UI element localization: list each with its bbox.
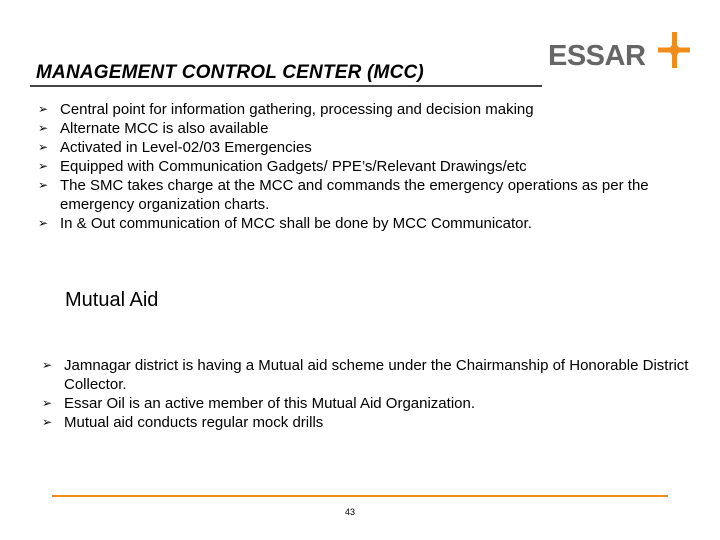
logo-text: ESSAR	[548, 40, 646, 72]
arrowhead-bullet-icon: ➢	[38, 121, 49, 135]
list-item-text: Mutual aid conducts regular mock drills	[64, 414, 324, 431]
list-item	[38, 214, 688, 233]
page-title: MANAGEMENT CONTROL CENTER (MCC)	[36, 62, 424, 83]
arrowhead-bullet-icon: ➢	[38, 216, 49, 230]
list-item-text: Equipped with Communication Gadgets/ PPE’s/Relevant Drawings/etc	[60, 158, 527, 175]
arrowhead-bullet-icon: ➢	[38, 140, 49, 154]
arrowhead-bullet-icon: ➢	[38, 102, 49, 116]
list-item	[38, 100, 688, 119]
list-item	[38, 157, 688, 176]
mcc-bullet-list	[38, 100, 688, 233]
footer-divider	[52, 495, 668, 497]
arrowhead-bullet-icon: ➢	[38, 159, 49, 173]
essar-logo	[548, 30, 698, 80]
mutual-aid-heading: Mutual Aid	[65, 289, 159, 311]
list-item	[42, 413, 692, 432]
page-number: 43	[344, 507, 355, 517]
arrowhead-bullet-icon: ➢	[42, 396, 53, 410]
arrowhead-bullet-icon: ➢	[42, 415, 53, 429]
list-item-text: Alternate MCC is also available	[60, 120, 269, 137]
list-item-text: The SMC takes charge at the MCC and commands the emergency operations as per the emergency organization charts.	[60, 177, 649, 213]
list-item	[38, 176, 688, 214]
list-item	[38, 119, 688, 138]
list-item-text: Central point for information gathering, processing and decision making	[60, 101, 534, 118]
list-item-text: In & Out communication of MCC shall be done by MCC Communicator.	[60, 215, 532, 232]
list-item	[42, 394, 692, 413]
list-item-text: Activated in Level-02/03 Emergencies	[60, 139, 312, 156]
arrowhead-bullet-icon: ➢	[42, 358, 53, 372]
list-item	[42, 356, 692, 394]
essar-star-icon	[656, 30, 692, 70]
list-item-text: Essar Oil is an active member of this Mutual Aid Organization.	[64, 395, 476, 412]
arrowhead-bullet-icon: ➢	[38, 178, 49, 192]
title-underline	[30, 85, 542, 87]
list-item-text: Jamnagar district is having a Mutual aid scheme under the Chairmanship of Honorable District Collector.	[64, 357, 689, 393]
list-item	[38, 138, 688, 157]
mutual-aid-bullet-list	[42, 356, 692, 432]
